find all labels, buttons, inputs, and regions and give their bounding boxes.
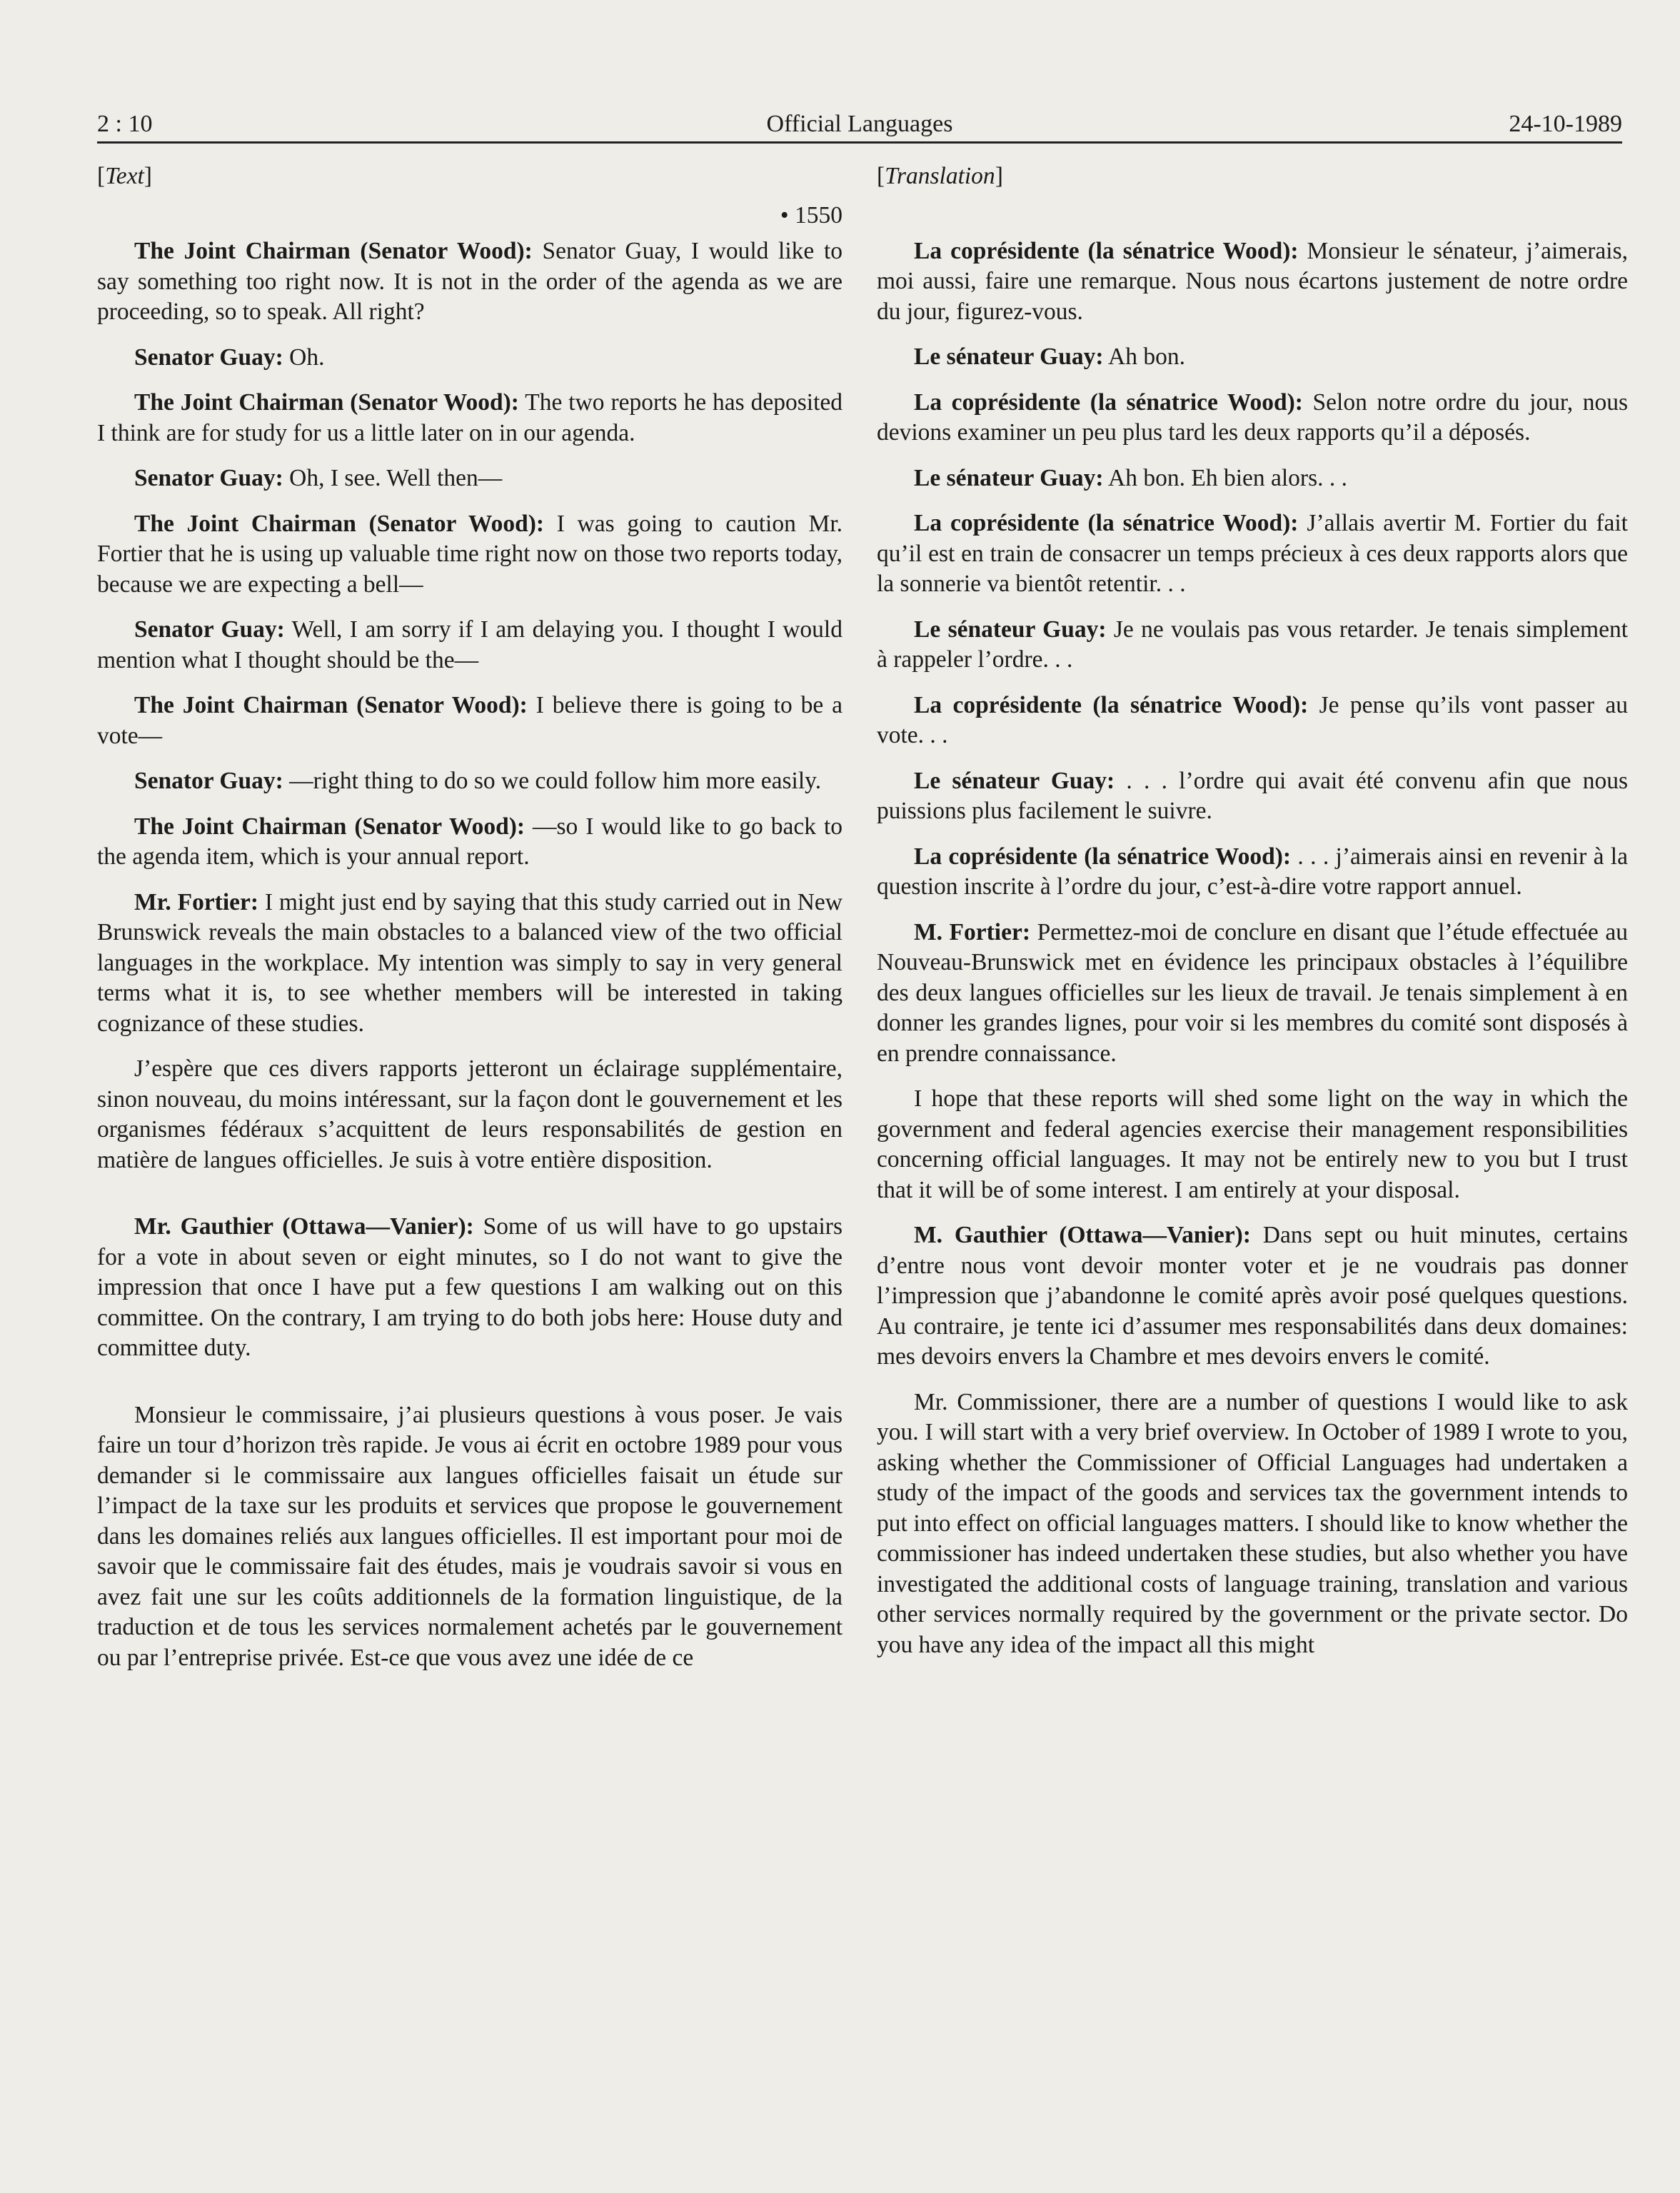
paragraph-text: Oh, I see. Well then— — [283, 465, 503, 491]
speaker-name: Senator Guay: — [134, 465, 283, 491]
paragraph — [877, 463, 1628, 494]
paragraph — [877, 1220, 1628, 1372]
speaker-name: The Joint Chairman (Senator Wood): — [134, 692, 528, 718]
right-column — [877, 161, 1628, 1675]
header-rule — [97, 141, 1622, 144]
session-date: 24-10-1989 — [1509, 111, 1622, 137]
paragraph — [97, 691, 842, 751]
paragraph — [97, 236, 842, 328]
paragraph — [877, 615, 1628, 676]
spacer — [97, 1190, 842, 1212]
paragraph — [97, 812, 842, 873]
paragraph-text: I was going to caution Mr. Fortier that he is using up valuable time right now on those two reports today, because we are expecting a bell— — [97, 510, 842, 598]
paragraph-text: Well, I am sorry if I am delaying you. I thought I would mention what I thought should be the— — [97, 616, 842, 673]
page-number: 2 : 10 — [97, 111, 153, 137]
section-label-translation: [Translation] — [877, 163, 1003, 189]
spacer — [877, 201, 1628, 236]
paragraph — [97, 509, 842, 601]
paragraph-text: Ah bon. Eh bien alors. . . — [1103, 464, 1347, 491]
paragraph — [877, 842, 1628, 903]
paragraph-text: Monsieur le commissaire, j’ai plusieurs questions à vous poser. Je vais faire un tour d’horizon très rapide. Je vous ai écrit en octobre 1989 pour vous demander si le commissaire aux langues officielles faisait un étude sur l’impact de la taxe sur les produits et services que propose le gouvernement dans les domaines reliés aux langues officielles. Il est important pour moi de savoir que le commissaire fait des études, mais je voudrais savoir si vous en avez fait une sur les coûts additionnels de la formation linguistique, de la traduction et de tous les services normalement achetés par le gouvernement ou par l’entreprise privée. Est-ce que vous avez une idée de ce — [97, 1401, 842, 1671]
speaker-name: M. Gauthier (Ottawa—Vanier): — [914, 1222, 1251, 1248]
speaker-name: La coprésidente (la sénatrice Wood): — [914, 388, 1303, 416]
speaker-name: The Joint Chairman (Senator Wood): — [134, 389, 519, 416]
paragraph — [97, 463, 842, 494]
section-label-text: [Text] — [97, 163, 152, 189]
speaker-name: Le sénateur Guay: — [914, 616, 1107, 643]
speaker-name: La coprésidente (la sénatrice Wood): — [914, 843, 1292, 870]
paragraph-text: Senator Guay, I would like to say something too right now. It is not in the order of the agenda as we are proceeding, so to speak. All right? — [97, 238, 843, 325]
paragraph — [877, 508, 1628, 600]
paragraph-text: J’allais avertir M. Fortier du fait qu’il est en train de consacrer un temps précieux à ces deux rapports alors que la sonnerie va bientôt retentir. . . — [877, 510, 1628, 597]
paragraph — [97, 1400, 842, 1674]
paragraph-text: Ah bon. — [1103, 343, 1185, 370]
paragraph-text: Je pense qu’ils vont passer au vote. . . — [877, 691, 1628, 748]
paragraph-text: I believe there is going to be a vote— — [97, 692, 843, 749]
paragraph-text: Some of us will have to go upstairs for a vote in about seven or eight minutes, so I do not want to give the impression that once I have put a few questions I am walking out on this committee. On the contrary, I am trying to do both jobs here: House duty and committee duty. — [97, 1213, 842, 1361]
paragraph — [97, 888, 842, 1040]
paragraph-text: Permettez-moi de conclure en disant que l’étude effectuée au Nouveau-Brunswick met en évidence les principaux obstacles à l’équilibre des deux langues officielles sur les lieux de travail. Je tenais simplement à en donner les grandes lignes, pour voir si les membres du comité sont disposés à en prendre connaissance. — [877, 918, 1628, 1067]
speaker-name: Le sénateur Guay: — [914, 767, 1115, 794]
paragraph-text: Mr. Commissioner, there are a number of questions I would like to ask you. I will start with a very brief overview. In October of 1989 I wrote to you, asking whether the Commissioner of Official Languages had undertaken a study of the impact of the goods and services tax the government intends to put into effect on official languages matters. I should like to know whether the commissioner has indeed undertaken these studies, but also whether you have investigated the additional costs of language training, translation and various other services normally required by the government or the private sector. Do you have any idea of the impact all this might — [877, 1388, 1628, 1658]
paragraph-text: —so I would like to go back to the agenda item, which is your annual report. — [97, 813, 843, 870]
paragraph-text: I might just end by saying that this study carried out in New Brunswick reveals the main obstacles to a balanced view of the two official languages in the workplace. My intention was simply to say in very general terms what it is, to see whether members will be interested in taking cognizance of these studies. — [97, 888, 842, 1037]
paragraph — [97, 615, 842, 676]
publication-title: Official Languages — [766, 111, 953, 137]
paragraph — [97, 388, 842, 448]
spacer — [97, 1379, 842, 1400]
paragraph-text: The two reports he has deposited I think are for study for us a little later on in our agenda. — [97, 389, 842, 446]
paragraph — [97, 343, 842, 373]
speaker-name: M. Fortier: — [914, 918, 1030, 945]
paragraph-text: Monsieur le sénateur, j’aimerais, moi aussi, faire une remarque. Nous nous écartons justement de notre ordre du jour, figurez-vous. — [877, 237, 1628, 325]
paragraph-text: . . . j’aimerais ainsi en revenir à la question inscrite à l’ordre du jour, c’est-à-dire votre rapport annuel. — [877, 843, 1628, 900]
speaker-name: Senator Guay: — [134, 768, 283, 794]
speaker-name: Senator Guay: — [134, 616, 285, 643]
speaker-name: The Joint Chairman (Senator Wood): — [134, 238, 533, 264]
paragraph-text: J’espère que ces divers rapports jetteront un éclairage supplémentaire, sinon nouveau, du moins intéressant, sur la façon dont le gouvernement et les organismes fédéraux s’acquittent de leurs responsabilités de gestion en matière de langues officielles. Je suis à votre entière disposition. — [97, 1055, 842, 1173]
speaker-name: Mr. Gauthier (Ottawa—Vanier): — [134, 1213, 474, 1240]
paragraph — [877, 388, 1628, 448]
paragraph-text: I hope that these reports will shed some light on the way in which the government and federal agencies exercise their management responsibilities concerning official languages. It may not be entirely new to you but I trust that it will be of some interest. I am entirely at your disposal. — [877, 1085, 1628, 1203]
speaker-name: The Joint Chairman (Senator Wood): — [134, 510, 545, 537]
paragraph-text: Dans sept ou huit minutes, certains d’entre nous vont devoir monter voter et je ne voudrais pas donner l’impression que j’abandonne le comité après avoir posé quelques questions. Au contraire, je tente ici d’assumer mes responsabilités dans deux domaines: mes devoirs envers la Chambre et mes devoirs envers le comité. — [877, 1222, 1629, 1370]
paragraph — [877, 1387, 1628, 1661]
left-column — [97, 161, 842, 1688]
timestamp: • 1550 — [780, 201, 842, 229]
speaker-name: The Joint Chairman (Senator Wood): — [134, 813, 525, 840]
paragraph — [877, 1084, 1628, 1205]
speaker-name: La coprésidente (la sénatrice Wood): — [914, 691, 1309, 718]
paragraph-text: Oh. — [283, 343, 325, 371]
paragraph — [877, 691, 1628, 751]
paragraph-text: Selon notre ordre du jour, nous devions examiner un peu plus tard les deux rapports qu’il a déposés. — [877, 388, 1628, 446]
paragraph-text: Je ne voulais pas vous retarder. Je tenais simplement à rappeler l’ordre. . . — [877, 616, 1628, 673]
paragraph — [877, 766, 1628, 827]
paragraph — [877, 236, 1628, 328]
speaker-name: La coprésidente (la sénatrice Wood): — [914, 510, 1299, 536]
paragraph-text: . . . l’ordre qui avait été convenu afin que nous puissions plus facilement le suivre. — [877, 767, 1629, 824]
speaker-name: Senator Guay: — [134, 343, 283, 371]
paragraph — [877, 918, 1628, 1070]
paragraph — [97, 1054, 842, 1175]
paragraph-text: —right thing to do so we could follow him more easily. — [283, 768, 822, 794]
speaker-name: Le sénateur Guay: — [914, 464, 1104, 491]
speaker-name: La coprésidente (la sénatrice Wood): — [914, 237, 1299, 264]
speaker-name: Mr. Fortier: — [134, 888, 259, 915]
paragraph — [877, 342, 1628, 373]
paragraph — [97, 1212, 842, 1364]
speaker-name: Le sénateur Guay: — [914, 343, 1104, 370]
paragraph — [97, 766, 842, 797]
page-header — [97, 107, 1622, 141]
